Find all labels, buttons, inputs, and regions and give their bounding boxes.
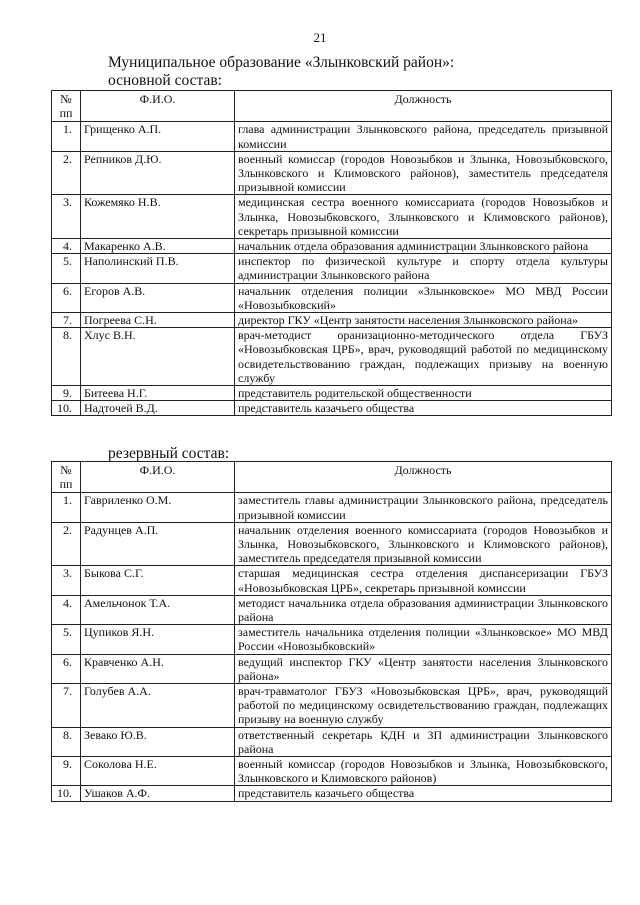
- person-name: Надточей В.Д.: [81, 401, 235, 416]
- person-name: Битеева Н.Г.: [81, 386, 235, 401]
- row-number: 7.: [52, 313, 81, 328]
- table-row: [52, 401, 612, 416]
- table-row: [52, 254, 612, 283]
- main-table-body: [52, 122, 612, 416]
- person-name: Наполинский П.В.: [81, 254, 235, 283]
- row-number: 4.: [52, 595, 81, 624]
- person-name: Кравченко А.Н.: [81, 654, 235, 683]
- person-position: глава администрации Злынковского района, председатель призывной комиссии: [235, 122, 612, 151]
- row-number: 5.: [52, 254, 81, 283]
- row-number: 1.: [52, 122, 81, 151]
- person-position: начальник отделения военного комиссариата (городов Новозыбков и Злынка, Новозыбковского, Злынковского и Климовского районов), заместитель председателя призывной комиссии: [235, 522, 612, 566]
- person-position: заместитель начальника отделения полиции «Злынковское» МО МВД России «Новозыбковский»: [235, 625, 612, 654]
- person-position: военный комиссар (городов Новозыбков и Злынка, Новозыбковского, Злынковского и Климовского районов), заместитель председателя призывной комиссии: [235, 151, 612, 195]
- table-row: [52, 122, 612, 151]
- table-row: [52, 566, 612, 595]
- person-position: врач-травматолог ГБУЗ «Новозыбковская ЦРБ», врач, руководящий работой по медицинскому освидетельствованию граждан, подлежащих призыву на военную службу: [235, 684, 612, 728]
- reserve-section-heading: резервный состав:: [108, 445, 230, 462]
- person-position: старшая медицинская сестра отделения диспансеризации ГБУЗ «Новозыбковская ЦРБ», секретарь призывной комиссии: [235, 566, 612, 595]
- reserve-table-body: [52, 493, 612, 801]
- person-position: медицинская сестра военного комиссариата (городов Новозыбков и Злынка, Новозыбковского, Злынковского и Климовского районов), секретарь призывной комиссии: [235, 195, 612, 239]
- person-position: ответственный секретарь КДН и ЗП администрации Злынковского района: [235, 727, 612, 756]
- table-row: [52, 522, 612, 566]
- person-name: Погреева С.Н.: [81, 313, 235, 328]
- row-number: 9.: [52, 386, 81, 401]
- table-row: [52, 328, 612, 386]
- main-composition-table: [51, 90, 612, 416]
- row-number: 8.: [52, 727, 81, 756]
- person-name: Гавриленко О.М.: [81, 493, 235, 522]
- table-row: [52, 386, 612, 401]
- table-row: [52, 313, 612, 328]
- person-position: представитель казачьего общества: [235, 401, 612, 416]
- row-number: 6.: [52, 283, 81, 312]
- person-name: Амельчонок Т.А.: [81, 595, 235, 624]
- person-name: Цупиков Я.Н.: [81, 625, 235, 654]
- table-row: [52, 239, 612, 254]
- column-header-number: № пп: [52, 462, 81, 493]
- column-header-name: Ф.И.О.: [81, 462, 235, 493]
- row-number: 10.: [52, 401, 81, 416]
- row-number: 5.: [52, 625, 81, 654]
- person-name: Кожемяко Н.В.: [81, 195, 235, 239]
- reserve-composition-table: [51, 461, 612, 802]
- person-position: заместитель главы администрации Злынковского района, председатель призывной комиссии: [235, 493, 612, 522]
- table-row: [52, 151, 612, 195]
- person-name: Хлус В.Н.: [81, 328, 235, 386]
- person-position: представитель казачьего общества: [235, 786, 612, 801]
- column-header-name: Ф.И.О.: [81, 91, 235, 122]
- person-name: Грищенко А.П.: [81, 122, 235, 151]
- person-position: ведущий инспектор ГКУ «Центр занятости населения Злынковского района»: [235, 654, 612, 683]
- row-number: 10.: [52, 786, 81, 801]
- table-header-row: [52, 91, 612, 122]
- person-position: методист начальника отдела образования администрации Злынковского района: [235, 595, 612, 624]
- municipality-heading: Муниципальное образование «Злынковский район»:: [108, 54, 455, 71]
- page-number: 21: [313, 30, 327, 45]
- table-header-row: [52, 462, 612, 493]
- table-row: [52, 757, 612, 786]
- person-name: Макаренко А.В.: [81, 239, 235, 254]
- table-row: [52, 493, 612, 522]
- person-position: начальник отделения полиции «Злынковское» МО МВД России «Новозыбковский»: [235, 283, 612, 312]
- row-number: 9.: [52, 757, 81, 786]
- person-name: Егоров А.В.: [81, 283, 235, 312]
- table-row: [52, 195, 612, 239]
- row-number: 2.: [52, 522, 81, 566]
- table-row: [52, 595, 612, 624]
- table-row: [52, 684, 612, 728]
- table-row: [52, 625, 612, 654]
- row-number: 6.: [52, 654, 81, 683]
- row-number: 7.: [52, 684, 81, 728]
- main-section-heading: основной состав:: [108, 72, 222, 89]
- person-position: представитель родительской общественности: [235, 386, 612, 401]
- person-name: Голубев А.А.: [81, 684, 235, 728]
- person-position: директор ГКУ «Центр занятости населения Злынковского района»: [235, 313, 612, 328]
- table-row: [52, 786, 612, 801]
- row-number: 3.: [52, 195, 81, 239]
- person-position: инспектор по физической культуре и спорту отдела культуры администрации Злынковского района: [235, 254, 612, 283]
- row-number: 1.: [52, 493, 81, 522]
- person-position: начальник отдела образования администрации Злынковского района: [235, 239, 612, 254]
- table-row: [52, 727, 612, 756]
- row-number: 3.: [52, 566, 81, 595]
- person-position: врач-методист оранизационно-методического отдела ГБУЗ «Новозыбковская ЦРБ», врач, руководящий работой по медицинскому освидетельствованию граждан, подлежащих призыву на военную службу: [235, 328, 612, 386]
- column-header-position: Должность: [235, 462, 612, 493]
- row-number: 4.: [52, 239, 81, 254]
- column-header-number: № пп: [52, 91, 81, 122]
- person-name: Соколова Н.Е.: [81, 757, 235, 786]
- row-number: 2.: [52, 151, 81, 195]
- column-header-position: Должность: [235, 91, 612, 122]
- person-name: Быкова С.Г.: [81, 566, 235, 595]
- table-row: [52, 283, 612, 312]
- person-name: Репников Д.Ю.: [81, 151, 235, 195]
- person-name: Ушаков А.Ф.: [81, 786, 235, 801]
- person-position: военный комиссар (городов Новозыбков и Злынка, Новозыбковского, Злынковского и Климовского районов): [235, 757, 612, 786]
- person-name: Радунцев А.П.: [81, 522, 235, 566]
- table-row: [52, 654, 612, 683]
- row-number: 8.: [52, 328, 81, 386]
- person-name: Зевако Ю.В.: [81, 727, 235, 756]
